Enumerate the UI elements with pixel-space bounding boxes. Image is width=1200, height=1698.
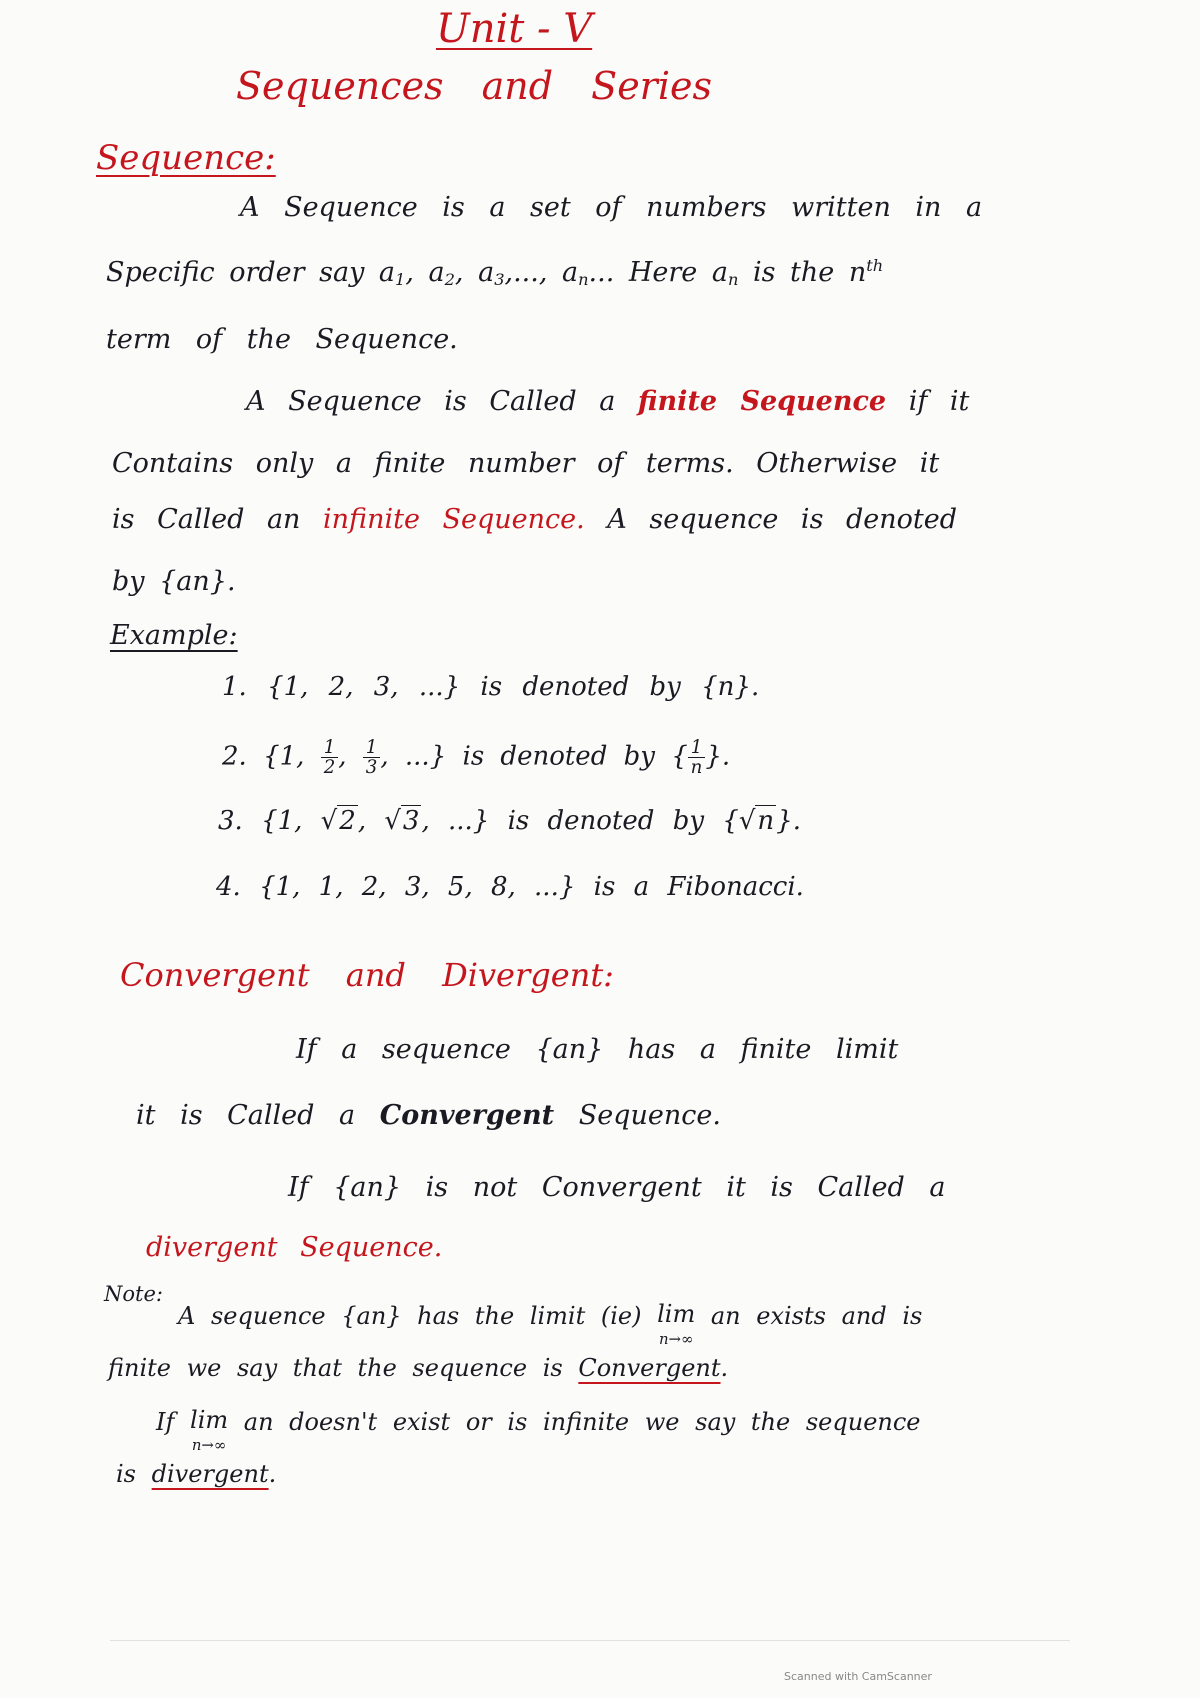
- note-line-4: is divergent.: [116, 1460, 277, 1488]
- scanner-watermark: Scanned with CamScanner: [784, 1670, 932, 1683]
- finite-line-4: by {an}.: [112, 566, 236, 597]
- example-heading: Example:: [110, 620, 238, 651]
- note-label: Note:: [104, 1282, 163, 1306]
- divergent-sequence-term: divergent Sequence.: [146, 1232, 443, 1263]
- infinite-sequence-term: infinite Sequence.: [323, 504, 585, 535]
- definition-line-2: Specific order say $a_1$, $a_2$, $a_3$,..., $a_n$... Here $a_n$ is the $n^{th}$: [106, 256, 884, 290]
- fraction-one-third: $\frac{1}{3}$: [363, 738, 381, 777]
- fraction-one-over-n: $\frac{1}{n}$: [688, 738, 706, 777]
- example-2: 2. {1, $\frac{1}{2}$ , $\frac{1}{3}$ , ...} is denoted by { $\frac{1}{n}$ }.: [222, 737, 731, 779]
- note-line-3: If lim n→∞ an doesn't exist or is infinite we say the sequence: [156, 1406, 921, 1454]
- definition-line-1: A Sequence is a set of numbers written in a: [240, 192, 983, 223]
- example-3: 3. {1, √2, √3, ...} is denoted by {√n}.: [218, 806, 801, 836]
- limit-notation: lim n→∞: [657, 1300, 696, 1348]
- finite-line-3: is Called an infinite Sequence. A sequence is denoted: [112, 504, 958, 535]
- convergent-line-1: If a sequence {an} has a finite limit: [296, 1034, 899, 1065]
- example-1: 1. {1, 2, 3, ...} is denoted by {n}.: [222, 672, 760, 702]
- sequence-heading: Sequence:: [96, 138, 276, 178]
- convergent-term: Convergent: [379, 1100, 555, 1131]
- example-4: 4. {1, 1, 2, 3, 5, 8, ...} is a Fibonacci.: [216, 872, 804, 902]
- note-divergent-term: divergent: [151, 1460, 269, 1488]
- convergent-divergent-heading: Convergent and Divergent:: [120, 956, 614, 994]
- limit-notation-2: lim n→∞: [190, 1406, 229, 1454]
- finite-line-2: Contains only a finite number of terms. Otherwise it: [112, 448, 940, 479]
- fraction-one-half: $\frac{1}{2}$: [321, 738, 339, 777]
- finite-line-1: A Sequence is Called a finite Sequence if it: [246, 386, 970, 417]
- finite-sequence-term: finite Sequence: [637, 386, 887, 417]
- note-line-1: A sequence {an} has the limit (ie) lim n→∞ an exists and is: [178, 1300, 923, 1348]
- convergent-line-3: If {an} is not Convergent it is Called a: [288, 1172, 946, 1203]
- note-convergent-term: Convergent: [578, 1354, 721, 1382]
- definition-line-3: term of the Sequence.: [106, 324, 458, 355]
- page-bottom-rule: [110, 1640, 1070, 1641]
- note-line-2: finite we say that the sequence is Convergent.: [108, 1354, 729, 1382]
- unit-heading: Unit - V: [436, 6, 593, 52]
- convergent-line-2: it is Called a Convergent Sequence.: [136, 1100, 721, 1131]
- page-title: Sequences and Series: [236, 64, 712, 108]
